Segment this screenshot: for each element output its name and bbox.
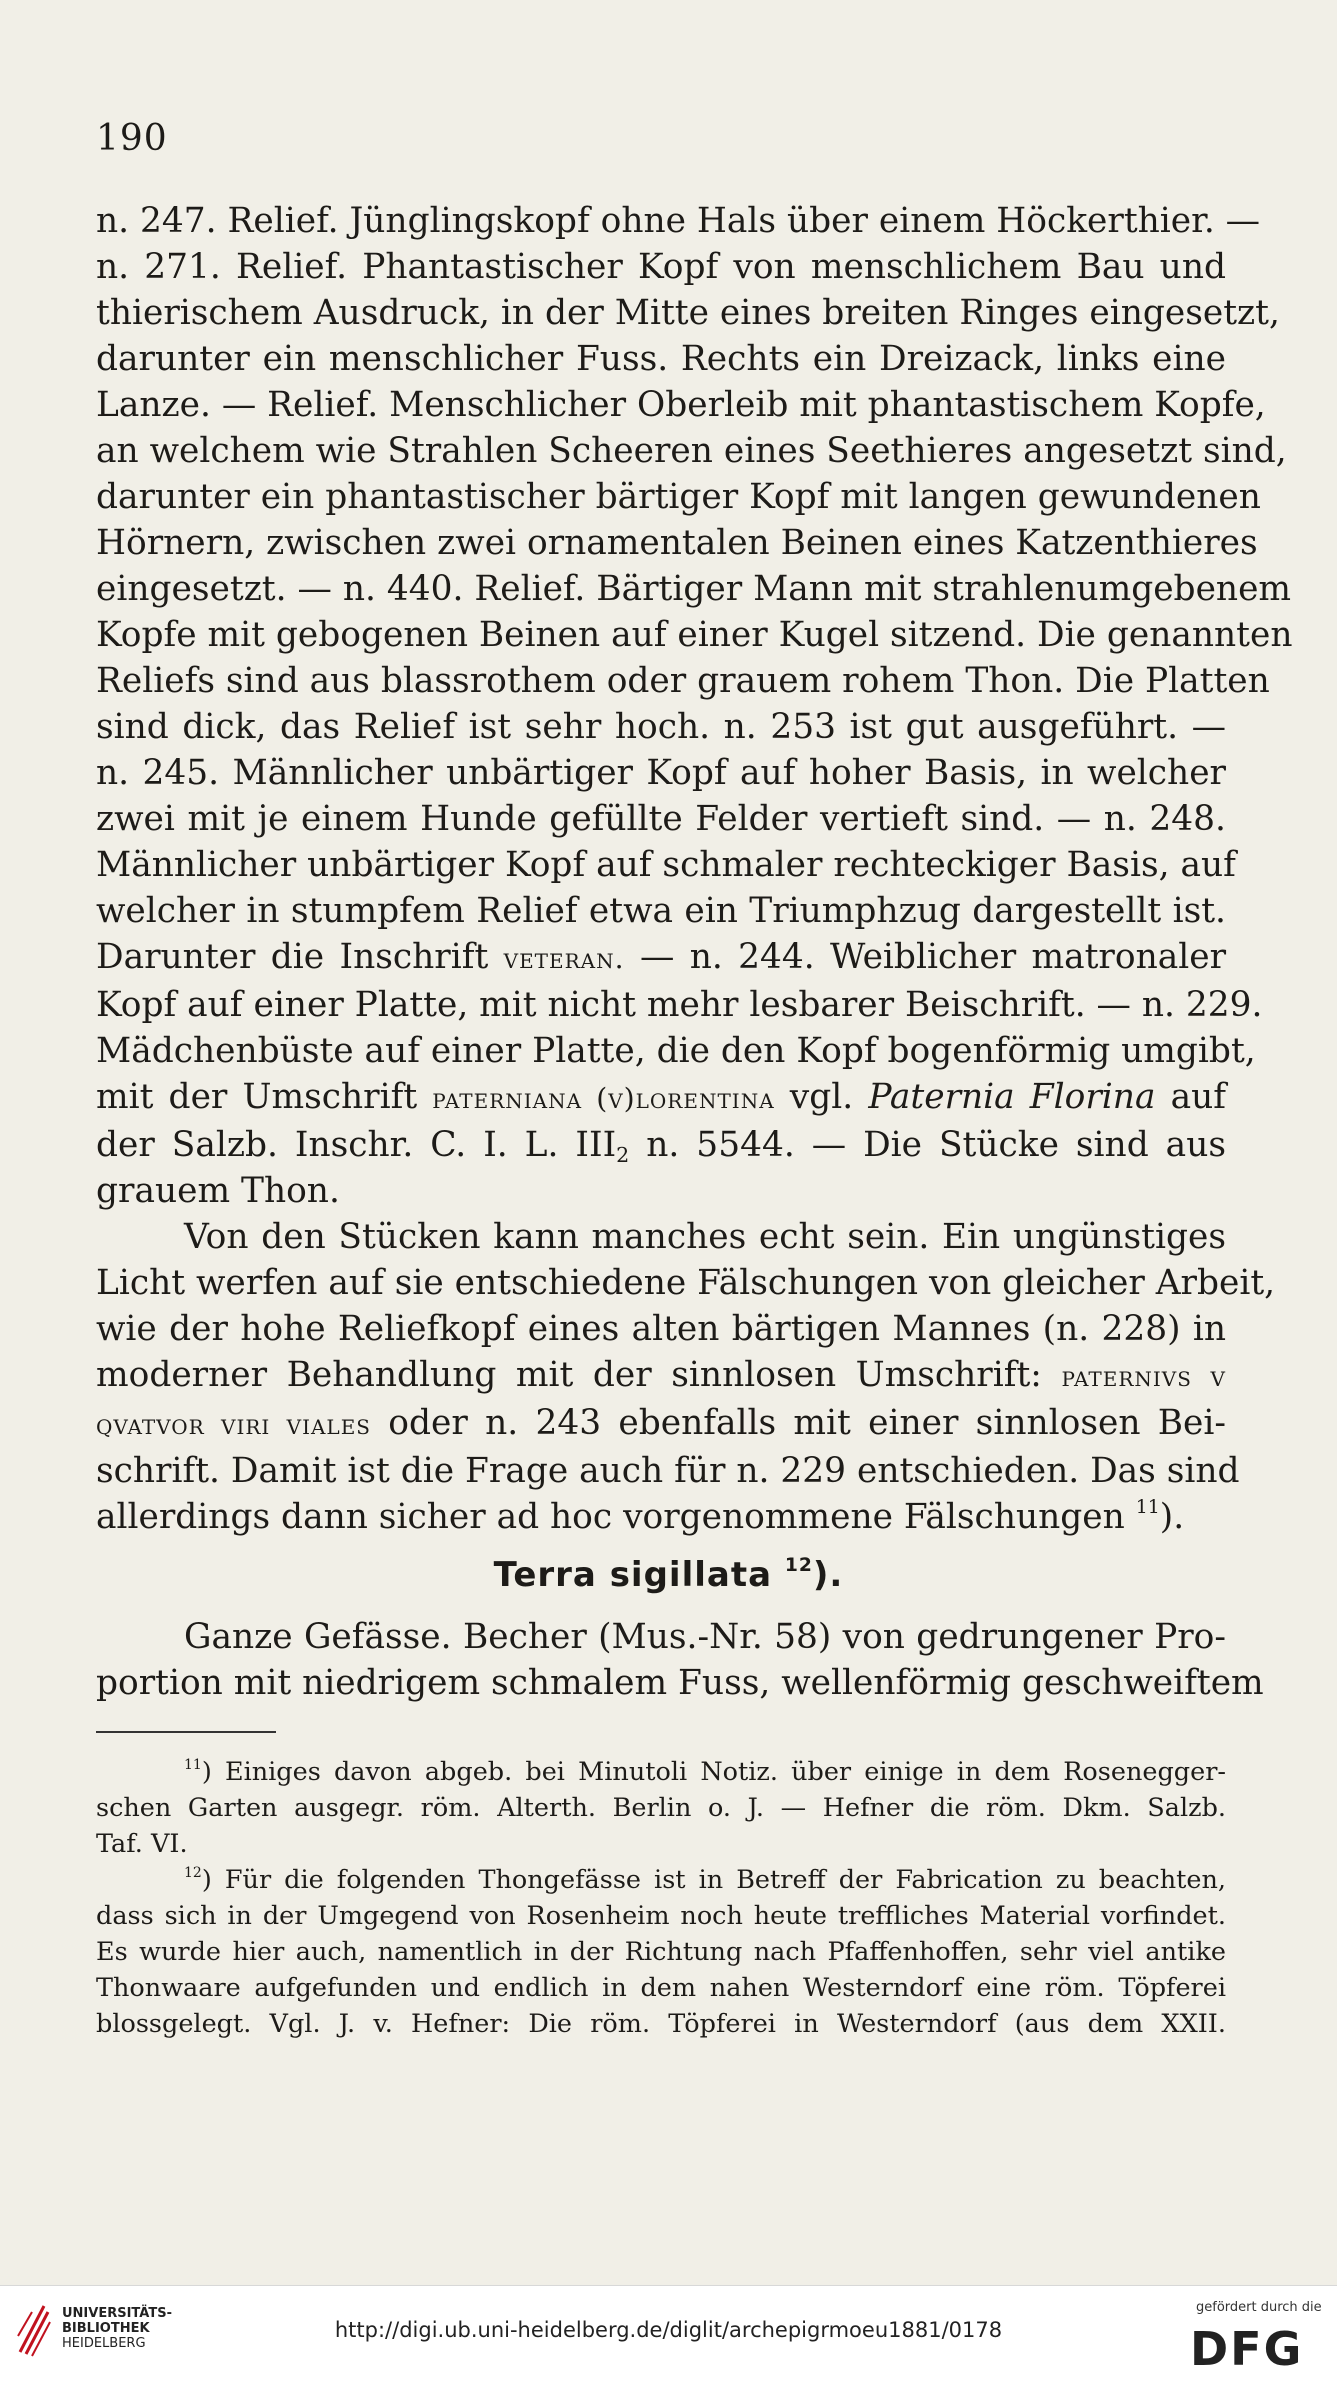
subscript: 2 [616, 1143, 630, 1168]
inscription-paternivs: paternivs v [1061, 1360, 1226, 1393]
body-line: thierischem Ausdruck, in der Mitte eines breiten Ringes eingesetzt, [96, 293, 1280, 333]
text-run: — n. 244. Weiblicher matronaler [639, 937, 1227, 977]
body-line: Von den Stücken kann manches echt sein. Ein ungünstiges [184, 1217, 1226, 1257]
body-line: portion mit niedrigem schmalem Fuss, wellenförmig geschweiftem [96, 1663, 1264, 1703]
body-line: wie der hohe Reliefkopf eines alten bärtigen Mannes (n. 228) in [96, 1309, 1226, 1349]
body-line [96, 1074, 1226, 1122]
body-line: grauem Thon. [96, 1171, 340, 1211]
permalink-url[interactable]: http://digi.ub.uni-heidelberg.de/diglit/archepigrmoeu1881/0178 [334, 2318, 1003, 2342]
text-run: Darunter die Inschrift [96, 937, 489, 977]
text-run: ). [1159, 1497, 1185, 1537]
text-run: mit der Umschrift [96, 1077, 418, 1117]
text-run: moderner Behandlung mit der sinnlosen Umschrift: [96, 1355, 1042, 1395]
body-line: Kopfe mit gebogenen Beinen auf einer Kugel sitzend. Die genannten [96, 615, 1293, 655]
body-line: welcher in stumpfem Relief etwa ein Triumphzug dargestellt ist. [96, 891, 1226, 931]
heading-text: Terra sigillata [493, 1555, 773, 1595]
footnotes [96, 1754, 1226, 2042]
italic-name: Paternia Florina [868, 1077, 1156, 1117]
section-heading [0, 1555, 1337, 1595]
body-text-continued [96, 1614, 1264, 1706]
body-line: n. 247. Relief. Jünglingskopf ohne Hals über einem Höckerthier. — [96, 201, 1261, 241]
inscription-veteran: veteran. [503, 942, 625, 975]
body-line: darunter ein menschlicher Fuss. Rechts ein Dreizack, links eine [96, 339, 1226, 379]
footnote-marker-11: 11 [184, 1756, 202, 1773]
text-run: auf [1170, 1077, 1226, 1117]
body-line: sind dick, das Relief ist sehr hoch. n. 253 ist gut ausgeführt. — [96, 707, 1226, 747]
body-line [96, 1494, 1226, 1540]
text-run: vgl. [789, 1077, 854, 1117]
footnote-divider [96, 1731, 276, 1733]
body-line: n. 245. Männlicher unbärtiger Kopf auf hoher Basis, in welcher [96, 753, 1226, 793]
library-name-line: BIBLIOTHEK [62, 2321, 150, 2336]
body-line: schrift. Damit ist die Frage auch für n. 229 entschieden. Das sind [96, 1451, 1240, 1491]
body-line [96, 1400, 1226, 1448]
text-run: oder n. 243 ebenfalls mit einer sinnlosen Bei- [388, 1403, 1226, 1443]
body-line [96, 934, 1226, 982]
body-line: Lanze. — Relief. Menschlicher Oberleib mit phantastischem Kopfe, [96, 385, 1266, 425]
footnote-line: Taf. VI. [96, 1829, 188, 1859]
footnote-line: blossgelegt. Vgl. J. v. Hefner: Die röm. Töpferei in Westerndorf (aus dem XXII. [96, 2009, 1226, 2039]
heading-tail: ). [812, 1555, 844, 1595]
footnote-ref-12[interactable]: 12 [784, 1555, 813, 1577]
body-line: Kopf auf einer Platte, mit nicht mehr lesbarer Beischrift. — n. 229. [96, 985, 1263, 1025]
funded-by-label: gefördert durch die [1196, 2300, 1322, 2315]
inscription-paterniana: paterniana (v)lorentina [432, 1082, 775, 1115]
text-run: allerdings dann sicher ad hoc vorgenommene Fälschungen [96, 1497, 1125, 1537]
text-run: ) Einiges davon abgeb. bei Minutoli Notiz. über einige in dem Rosenegger- [201, 1757, 1226, 1787]
page-number: 190 [96, 118, 168, 159]
footnote-line [96, 1754, 1226, 1790]
text-run: der Salzb. Inschr. C. I. L. III [96, 1125, 617, 1165]
footnote-line: Thonwaare aufgefunden und endlich in dem nahen Westerndorf eine röm. Töpferei [96, 1973, 1226, 2003]
body-line: Reliefs sind aus blassrothem oder grauem rohem Thon. Die Platten [96, 661, 1270, 701]
body-line: Ganze Gefässe. Becher (Mus.-Nr. 58) von gedrungener Pro- [184, 1617, 1226, 1657]
body-line: zwei mit je einem Hunde gefüllte Felder vertieft sind. — n. 248. [96, 799, 1226, 839]
body-line: Hörnern, zwischen zwei ornamentalen Beinen eines Katzenthieres [96, 523, 1258, 563]
body-line: eingesetzt. — n. 440. Relief. Bärtiger Mann mit strahlenumgebenem [96, 569, 1292, 609]
body-line: Licht werfen auf sie entschiedene Fälschungen von gleicher Arbeit, [96, 1263, 1276, 1303]
body-line: an welchem wie Strahlen Scheeren eines Seethieres angesetzt sind, [96, 431, 1287, 471]
footnote-ref-11[interactable]: 11 [1135, 1495, 1160, 1518]
body-text [96, 198, 1293, 1540]
footnote-line [96, 1862, 1226, 1898]
text-run: n. 5544. — Die Stücke sind aus [646, 1125, 1226, 1165]
body-line: Männlicher unbärtiger Kopf auf schmaler rechteckiger Basis, auf [96, 845, 1236, 885]
body-line [96, 1352, 1226, 1400]
library-name-line: UNIVERSITÄTS- [62, 2306, 172, 2321]
body-line [96, 1122, 1226, 1168]
footnote-line: Es wurde hier auch, namentlich in der Richtung nach Pfaffenhoffen, sehr viel antike [96, 1937, 1226, 1967]
body-line: darunter ein phantastischer bärtiger Kopf mit langen gewundenen [96, 477, 1261, 517]
footnote-line: schen Garten ausgegr. röm. Alterth. Berlin o. J. — Hefner die röm. Dkm. Salzb. [96, 1793, 1226, 1823]
footnote-marker-12: 12 [184, 1864, 202, 1881]
body-line: n. 271. Relief. Phantastischer Kopf von menschlichem Bau und [96, 247, 1226, 287]
library-name-line: HEIDELBERG [62, 2336, 146, 2351]
text-run: ) Für die folgenden Thongefässe ist in Betreff der Fabrication zu beachten, [201, 1865, 1226, 1895]
inscription-qvatvor: qvatvor viri viales [96, 1408, 372, 1441]
dfg-logo[interactable]: DFG [1190, 2322, 1304, 2376]
footnote-line: dass sich in der Umgegend von Rosenheim noch heute treffliches Material vorfindet. [96, 1901, 1226, 1931]
body-line: Mädchenbüste auf einer Platte, die den Kopf bogenförmig umgibt, [96, 1031, 1256, 1071]
